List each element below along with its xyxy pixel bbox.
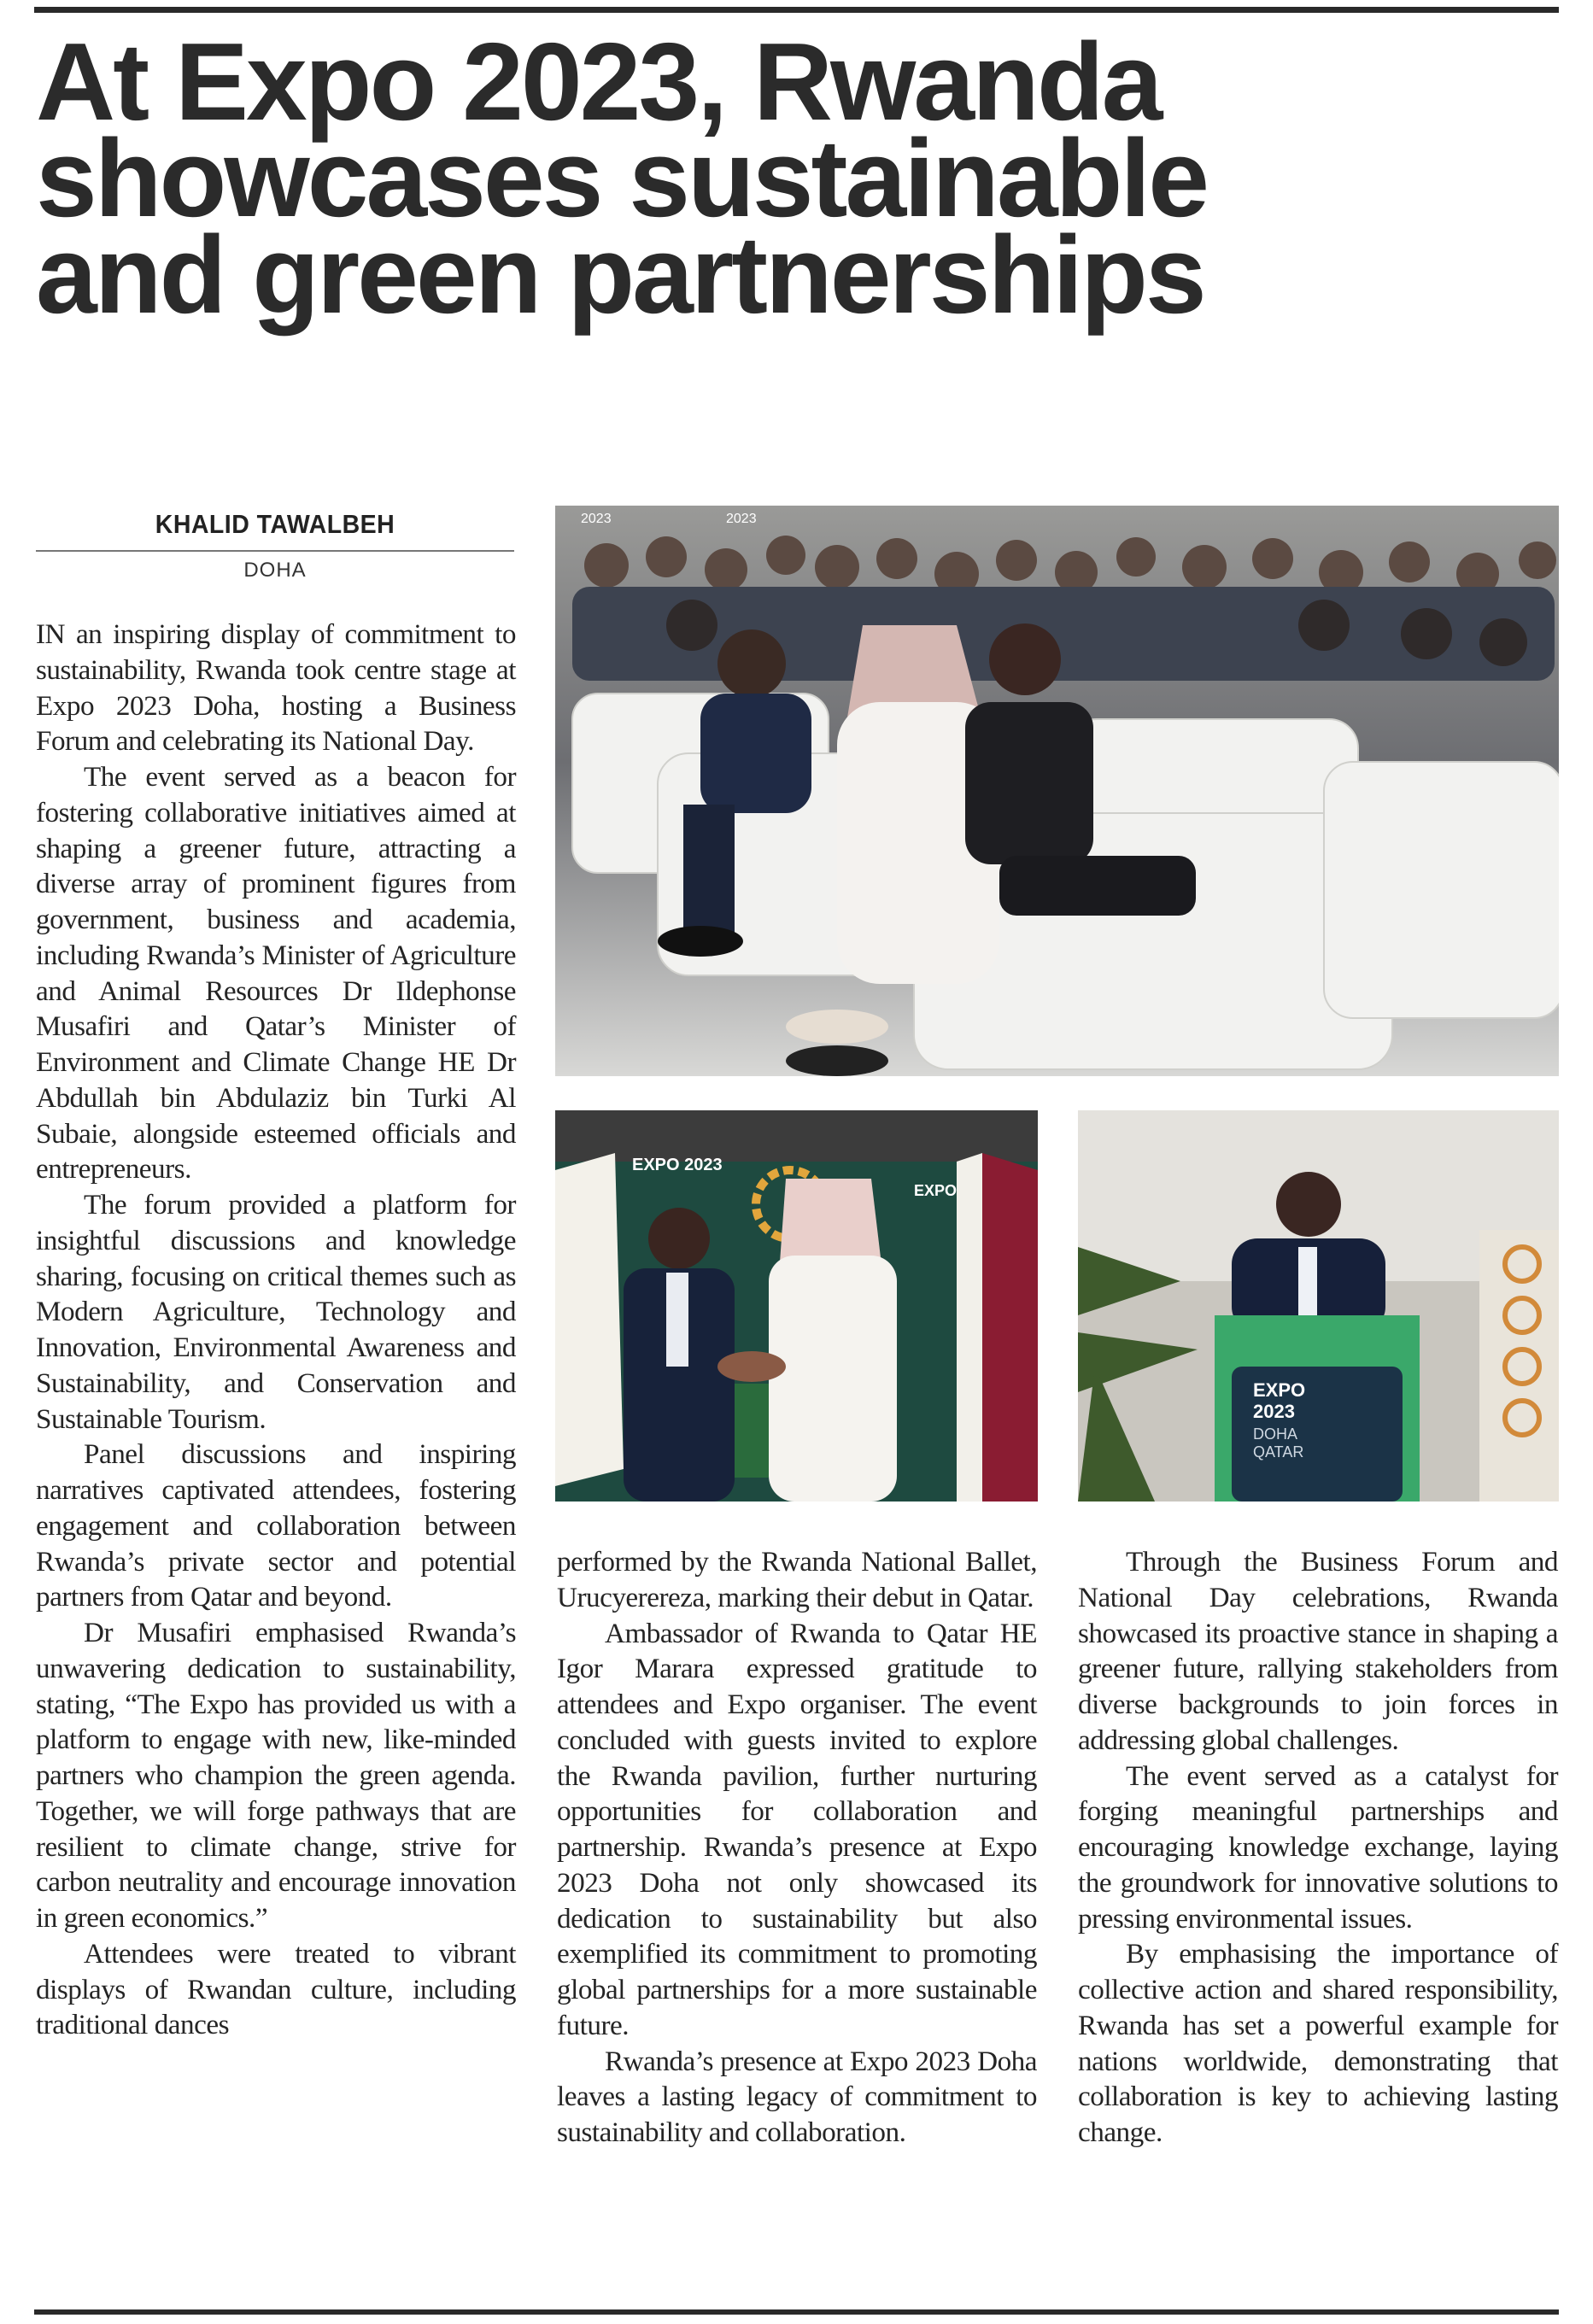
- headline: [36, 20, 1561, 337]
- paragraph: Attendees were treated to vibrant displays of Rwandan culture, including traditional dances: [36, 1937, 516, 2041]
- expo-mark: 2023: [581, 512, 612, 526]
- audience-photo-image: [555, 506, 1559, 1076]
- handshake-photo-image: [555, 1110, 1038, 1502]
- handshake-photo: [555, 1110, 1038, 1502]
- podium-text: QATAR: [1253, 1443, 1304, 1461]
- podium-text: DOHA: [1253, 1425, 1298, 1443]
- paragraph: performed by the Rwanda National Ballet, Urucyerereza, marking their debut in Qatar.: [557, 1546, 1037, 1613]
- backdrop-text: EXPO 2023: [632, 1156, 723, 1174]
- paragraph: IN an inspiring display of commitment to sustainability, Rwanda took centre stage at Expo 2023 Doha, hosting a Business Forum and celebrating its National Day.: [36, 618, 516, 758]
- article-column-2: [557, 1544, 1037, 2151]
- article-column-1: [36, 617, 516, 2043]
- backdrop-text-right: EXPO: [914, 1182, 958, 1199]
- headline-line-3: and green partnerships: [36, 214, 1204, 337]
- paragraph: The event served as a beacon for fostering collaborative initiatives aimed at shaping a greener future, attracting a diverse array of prominent figures from government, business and academia, including Rwanda’s Minister of Agriculture and Animal Resources Dr Ildephonse Musafiri and Qatar’s Minister of Environment and Climate Change HE Dr Abdullah bin Abdulaziz bin Turki Al Subaie, alongside esteemed officials and entrepreneurs.: [36, 761, 516, 1185]
- expo-mark: 2023: [726, 512, 757, 526]
- headline-line-2: showcases sustainable: [36, 117, 1207, 240]
- podium-text: EXPO: [1253, 1379, 1306, 1401]
- headline-line-1: At Expo 2023, Rwanda: [36, 20, 1161, 143]
- paragraph: The forum provided a platform for insightful discussions and knowledge sharing, focusing on critical themes such as Modern Agriculture, Technology and Innovation, Environmental Awareness and Sustainability, and Conservation and Sustainable Tourism.: [36, 1189, 516, 1435]
- author-name: KHALID TAWALBEH: [155, 509, 395, 539]
- article-column-3: [1078, 1544, 1558, 2151]
- top-rule: [34, 7, 1559, 13]
- paragraph: Rwanda’s presence at Expo 2023 Doha leaves a lasting legacy of commitment to sustainability and collaboration.: [557, 2045, 1037, 2148]
- paragraph: Through the Business Forum and National Day celebrations, Rwanda showcased its proactive stance in shaping a greener future, rallying stakeholders from diverse backgrounds to join forces in addressing global challenges.: [1078, 1546, 1558, 1756]
- speaker-photo: [1078, 1110, 1559, 1502]
- audience-photo: [555, 506, 1559, 1076]
- speaker-photo-image: [1078, 1110, 1559, 1502]
- paragraph: Dr Musafiri emphasised Rwanda’s unwavering dedication to sustainability, stating, “The Expo has provided us with a platform to engage with new, like-minded partners who champion the green agenda. Together, we will forge pathways that are resilient to climate change, strive for carbon neutrality and encourage innovation in green economics.”: [36, 1617, 516, 1934]
- paragraph: Ambassador of Rwanda to Qatar HE Igor Marara expressed gratitude to attendees and Expo organiser. The event concluded with guests invited to explore the Rwanda pavilion, further nurturing opportunities for collaboration and partnership. Rwanda’s presence at Expo 2023 Doha not only showcased its dedication to sustainability but also exemplified its commitment to promoting global partnerships for a more sustainable future.: [557, 1617, 1037, 2041]
- podium-text: 2023: [1253, 1401, 1295, 1422]
- dateline: DOHA: [243, 559, 307, 582]
- paragraph: By emphasising the importance of collective action and shared responsibility, Rwanda has set a powerful example for nations worldwide, demonstrating that collaboration is key to achieving lasting change.: [1078, 1938, 1558, 2148]
- byline: [36, 509, 514, 582]
- bottom-rule: [34, 2309, 1559, 2315]
- paragraph: Panel discussions and inspiring narratives captivated attendees, fostering engagement and collaboration between Rwanda’s private sector and potential partners from Qatar and beyond.: [36, 1438, 516, 1613]
- paragraph: The event served as a catalyst for forging meaningful partnerships and encouraging knowledge exchange, laying the groundwork for innovative solutions to pressing environmental issues.: [1078, 1759, 1558, 1935]
